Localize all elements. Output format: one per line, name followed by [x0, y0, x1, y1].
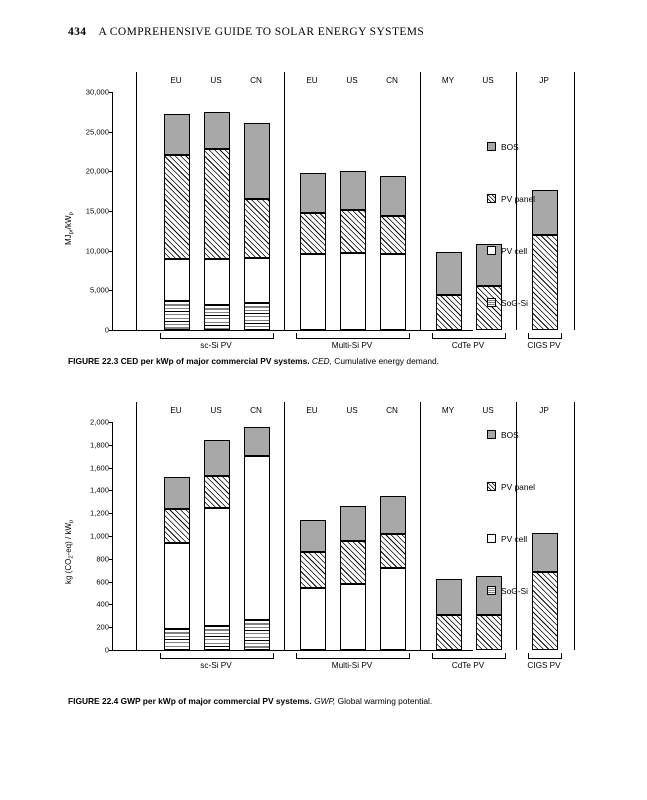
bar-segment-bos — [532, 190, 558, 235]
bar-column — [300, 422, 326, 650]
bar-segment-cell — [380, 568, 406, 650]
bar-segment-sog — [204, 626, 230, 650]
y-axis-label: kg $(CO_2-eq) / kW_p$ — [64, 519, 75, 584]
legend-item — [487, 194, 535, 204]
group-label: Multi-Si PV — [331, 341, 373, 350]
figure-22-4-caption — [68, 696, 588, 707]
column-header: US — [346, 76, 358, 85]
bar-column — [164, 422, 190, 650]
column-header: EU — [170, 406, 182, 415]
bar-segment-cell — [164, 259, 190, 302]
bar-segment-cell — [204, 259, 230, 305]
group-bracket — [296, 333, 410, 339]
figure-22-3-caption — [68, 356, 588, 367]
y-axis-tick-mark — [109, 513, 113, 514]
bar-segment-cell — [340, 584, 366, 650]
legend-label: BOS — [501, 142, 519, 152]
figure-22-3-caption-label: FIGURE 22.3 — [68, 356, 119, 366]
bar-column — [380, 422, 406, 650]
column-header: CN — [386, 406, 398, 415]
column-header: US — [210, 76, 222, 85]
bar-segment-bos — [164, 114, 190, 155]
bar-segment-panel — [436, 295, 462, 330]
bar-column — [340, 92, 366, 330]
bar-column — [476, 92, 502, 330]
bar-segment-bos — [340, 506, 366, 540]
bar-segment-cell — [244, 456, 270, 620]
bar-segment-bos — [204, 440, 230, 475]
legend-label: BOS — [501, 430, 519, 440]
group-bracket — [160, 333, 274, 339]
bar-segment-panel — [380, 216, 406, 254]
group-bracket — [160, 653, 274, 659]
bar-segment-bos — [380, 176, 406, 216]
bar-segment-panel — [300, 213, 326, 254]
legend-swatch-panel — [487, 194, 496, 203]
y-axis-tick-label: 1,800 — [89, 440, 109, 450]
y-axis-tick-label: 600 — [96, 577, 109, 587]
bar-column — [340, 422, 366, 650]
group-label: CdTe PV — [451, 341, 485, 350]
bar-segment-bos — [340, 171, 366, 211]
plot-area — [89, 417, 473, 655]
group-separator — [574, 72, 575, 330]
column-header: EU — [170, 76, 182, 85]
legend-label: PV cell — [501, 246, 528, 256]
y-axis-tick-label: 10,000 — [85, 246, 109, 256]
y-axis-tick-mark — [109, 132, 113, 133]
y-axis-tick-label: 0 — [104, 325, 109, 335]
bar-segment-panel — [476, 286, 502, 330]
bar-segment-panel — [164, 509, 190, 543]
legend-item — [487, 430, 519, 440]
bar-segment-sog — [164, 301, 190, 330]
group-separator — [420, 402, 421, 650]
bar-column — [300, 92, 326, 330]
group-separator — [284, 72, 285, 330]
column-header: JP — [539, 406, 549, 415]
figure-22-4-caption-text: GWP per kWp of major commercial PV systems. — [120, 696, 312, 706]
legend-swatch-sog — [487, 586, 496, 595]
group-bracket — [528, 653, 562, 659]
bar-segment-cell — [204, 508, 230, 627]
y-axis-tick-mark — [109, 251, 113, 252]
y-axis-tick-label: 15,000 — [85, 206, 109, 216]
y-axis-tick-mark — [109, 650, 113, 651]
legend-item — [487, 586, 528, 596]
bar-segment-bos — [244, 123, 270, 199]
y-axis-tick-mark — [109, 290, 113, 291]
bar-segment-panel — [300, 552, 326, 588]
y-axis-tick-mark — [109, 536, 113, 537]
legend-item — [487, 298, 528, 308]
column-header: US — [346, 406, 358, 415]
legend-item — [487, 534, 527, 544]
legend-swatch-cell — [487, 534, 496, 543]
column-header: US — [482, 76, 494, 85]
bar-segment-sog — [164, 629, 190, 650]
bar-segment-cell — [340, 253, 366, 330]
column-header: MY — [441, 76, 455, 85]
y-axis-tick-mark — [109, 604, 113, 605]
bar-segment-cell — [380, 254, 406, 330]
group-bracket — [432, 653, 506, 659]
bar-column — [244, 92, 270, 330]
group-separator — [136, 402, 137, 650]
group-label: sc-Si PV — [200, 341, 232, 350]
chart-ced — [0, 60, 647, 360]
column-header: EU — [306, 76, 318, 85]
legend-item — [487, 246, 527, 256]
figure-22-4-caption-italic: GWP, — [314, 696, 336, 706]
y-axis-tick-mark — [109, 445, 113, 446]
running-head — [68, 26, 424, 38]
bar-segment-bos — [532, 533, 558, 573]
column-header: CN — [250, 406, 262, 415]
bar-segment-panel — [380, 534, 406, 568]
chart-gwp — [0, 390, 647, 690]
y-axis-tick-label: 20,000 — [85, 166, 109, 176]
bar-segment-cell — [164, 543, 190, 630]
bar-column — [436, 92, 462, 330]
y-axis-tick-mark — [109, 559, 113, 560]
column-header: EU — [306, 406, 318, 415]
y-axis-tick-label: 30,000 — [85, 87, 109, 97]
bar-segment-panel — [164, 155, 190, 258]
column-header: US — [482, 406, 494, 415]
legend-swatch-bos — [487, 142, 496, 151]
group-bracket — [528, 333, 562, 339]
bar-segment-panel — [476, 615, 502, 650]
y-axis-tick-label: 1,200 — [89, 508, 109, 518]
bar-segment-cell — [300, 254, 326, 330]
bar-segment-bos — [164, 477, 190, 509]
legend-swatch-cell — [487, 246, 496, 255]
group-bracket — [432, 333, 506, 339]
bar-segment-panel — [532, 235, 558, 330]
bar-segment-sog — [244, 303, 270, 330]
legend-swatch-bos — [487, 430, 496, 439]
bar-column — [204, 92, 230, 330]
y-axis-tick-mark — [109, 468, 113, 469]
bar-segment-sog — [244, 620, 270, 650]
group-label: CIGS PV — [527, 341, 561, 350]
bar-segment-panel — [204, 476, 230, 508]
column-header: CN — [250, 76, 262, 85]
bar-segment-panel — [204, 149, 230, 258]
page-folio: 434 — [68, 26, 87, 38]
group-separator — [136, 72, 137, 330]
y-axis-tick-label: 5,000 — [89, 285, 109, 295]
legend-label: PV panel — [501, 482, 535, 492]
y-axis-tick-mark — [109, 211, 113, 212]
y-axis-tick-label: 25,000 — [85, 127, 109, 137]
legend-label: PV cell — [501, 534, 528, 544]
bar-segment-cell — [244, 258, 270, 303]
y-axis-tick-mark — [109, 171, 113, 172]
y-axis-label: $MJ_{pr}/kW_p$ — [64, 212, 75, 245]
y-axis-tick-label: 1,600 — [89, 463, 109, 473]
running-head-title: A COMPREHENSIVE GUIDE TO SOLAR ENERGY SYSTEMS — [98, 26, 425, 38]
figure-22-4-caption-tail: Global warming potential. — [337, 696, 433, 706]
y-axis-tick-label: 1,000 — [89, 531, 109, 541]
group-bracket — [296, 653, 410, 659]
bar-segment-bos — [204, 112, 230, 149]
figure-22-4-caption-label: FIGURE 22.4 — [68, 696, 119, 706]
group-separator — [284, 402, 285, 650]
group-separator — [574, 402, 575, 650]
bar-segment-sog — [204, 305, 230, 330]
y-axis-tick-label: 800 — [96, 554, 109, 564]
group-label: CIGS PV — [527, 661, 561, 670]
y-axis-tick-mark — [109, 422, 113, 423]
y-axis-tick-mark — [109, 582, 113, 583]
bar-column — [380, 92, 406, 330]
bar-column — [244, 422, 270, 650]
bar-column — [164, 92, 190, 330]
figure-22-3 — [0, 60, 647, 380]
bar-segment-panel — [340, 541, 366, 584]
group-label: CdTe PV — [451, 661, 485, 670]
bar-column — [532, 422, 558, 650]
bar-segment-bos — [300, 520, 326, 552]
y-axis-tick-label: 1,400 — [89, 485, 109, 495]
bar-column — [436, 422, 462, 650]
y-axis-tick-label: 400 — [96, 599, 109, 609]
group-label: sc-Si PV — [200, 661, 232, 670]
y-axis-tick-mark — [109, 330, 113, 331]
bar-column — [532, 92, 558, 330]
bar-segment-panel — [532, 572, 558, 650]
bar-segment-panel — [244, 199, 270, 258]
y-axis-tick-label: 0 — [104, 645, 109, 655]
bar-segment-panel — [340, 210, 366, 253]
bar-segment-cell — [300, 588, 326, 650]
column-header: JP — [539, 76, 549, 85]
bar-segment-bos — [300, 173, 326, 213]
column-header: MY — [441, 406, 455, 415]
legend-label: SoG-Si — [501, 586, 528, 596]
legend-item — [487, 482, 535, 492]
y-axis-tick-label: 2,000 — [89, 417, 109, 427]
figure-22-3-caption-italic: CED, — [311, 356, 332, 366]
column-header: CN — [386, 76, 398, 85]
legend-swatch-panel — [487, 482, 496, 491]
legend-label: SoG-Si — [501, 298, 528, 308]
bar-segment-bos — [380, 496, 406, 534]
bar-segment-panel — [436, 615, 462, 650]
bar-segment-bos — [436, 252, 462, 295]
bar-column — [204, 422, 230, 650]
legend-item — [487, 142, 519, 152]
y-axis-tick-mark — [109, 92, 113, 93]
figure-22-3-caption-tail: Cumulative energy demand. — [334, 356, 440, 366]
bar-segment-bos — [244, 427, 270, 457]
legend-swatch-sog — [487, 298, 496, 307]
group-label: Multi-Si PV — [331, 661, 373, 670]
figure-22-4 — [0, 390, 647, 710]
y-axis-tick-mark — [109, 490, 113, 491]
legend-label: PV panel — [501, 194, 535, 204]
plot-area — [85, 87, 473, 335]
y-axis-tick-label: 200 — [96, 622, 109, 632]
bar-segment-bos — [436, 579, 462, 614]
figure-22-3-caption-text: CED per kWp of major commercial PV systems. — [120, 356, 310, 366]
column-header: US — [210, 406, 222, 415]
group-separator — [420, 72, 421, 330]
y-axis-tick-mark — [109, 627, 113, 628]
